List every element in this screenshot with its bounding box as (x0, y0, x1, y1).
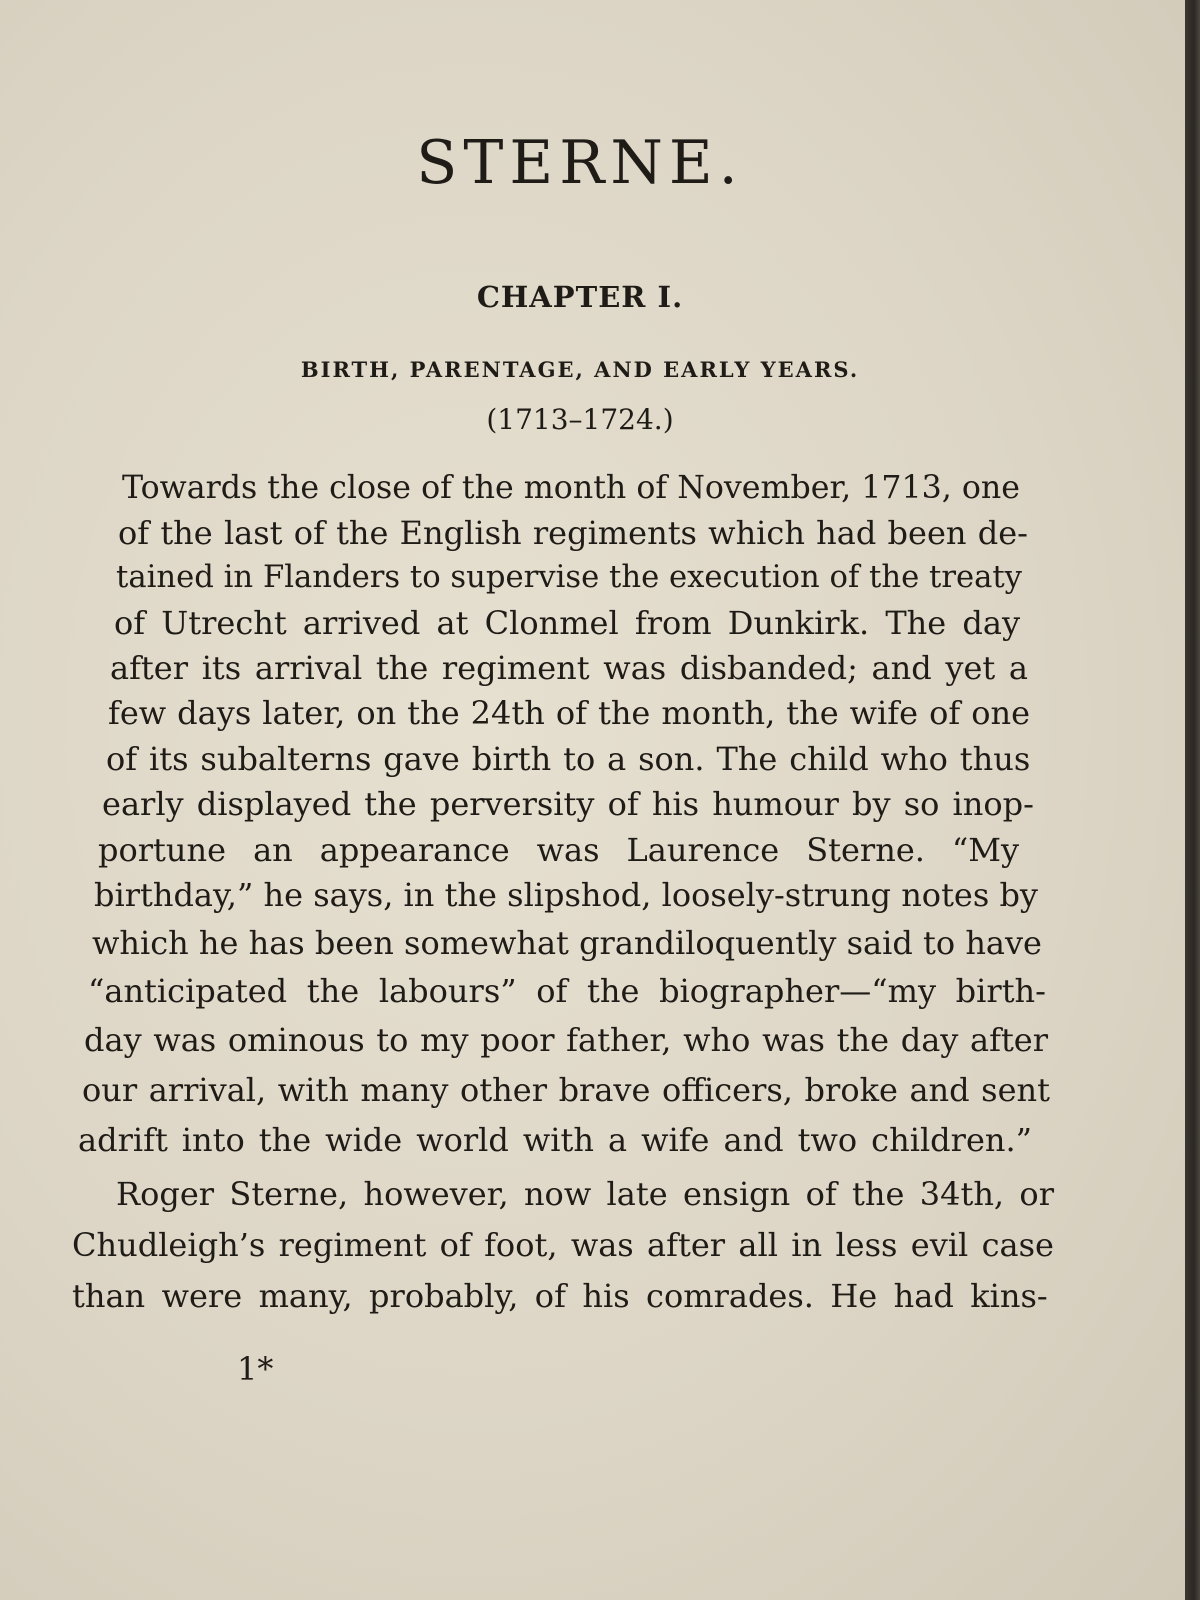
text-line: of the last of the English regiments which had been de- (118, 514, 1028, 552)
text-line: day was ominous to my poor father, who was the day after (84, 1021, 1049, 1059)
text-line: of its subalterns gave birth to a son. The child who thus (106, 740, 1031, 778)
text-line: after its arrival the regiment was disbanded; and yet a (110, 649, 1028, 687)
text-line: adrift into the wide world with a wife and two children.” (78, 1121, 1033, 1159)
text-line: birthday,” he says, in the slipshod, loosely-strung notes by (94, 876, 1038, 914)
text-line: which he has been somewhat grandiloquently said to have (92, 924, 1042, 962)
chapter-subtitle: BIRTH, PARENTAGE, AND EARLY YEARS. (300, 357, 860, 382)
text-line: Roger Sterne, however, now late ensign of the 34th, or (116, 1175, 1054, 1213)
text-line: “anticipated the labours” of the biographer—“my birth- (88, 972, 1046, 1010)
chapter-heading: CHAPTER I. (476, 280, 684, 314)
text-line: early displayed the perversity of his humour by so inop- (102, 785, 1034, 823)
book-title: STERNE. (416, 128, 744, 198)
text-line: few days later, on the 24th of the month, the wife of one (108, 694, 1031, 732)
text-line: portune an appearance was Laurence Sterne. “My (98, 831, 1020, 869)
text-line: Chudleigh’s regiment of foot, was after all in less evil case (72, 1226, 1054, 1264)
page-folio: 1* (237, 1350, 274, 1388)
text-line: than were many, probably, of his comrades. He had kins- (72, 1277, 1048, 1315)
text-line: of Utrecht arrived at Clonmel from Dunkirk. The day (114, 604, 1021, 642)
chapter-dates: (1713–1724.) (486, 403, 674, 436)
text-line: our arrival, with many other brave officers, broke and sent (82, 1071, 1051, 1109)
text-line: Towards the close of the month of November, 1713, one (122, 470, 1020, 506)
text-line: tained in Flanders to supervise the execution of the treaty (116, 560, 1022, 595)
page-edge (1185, 0, 1200, 1600)
